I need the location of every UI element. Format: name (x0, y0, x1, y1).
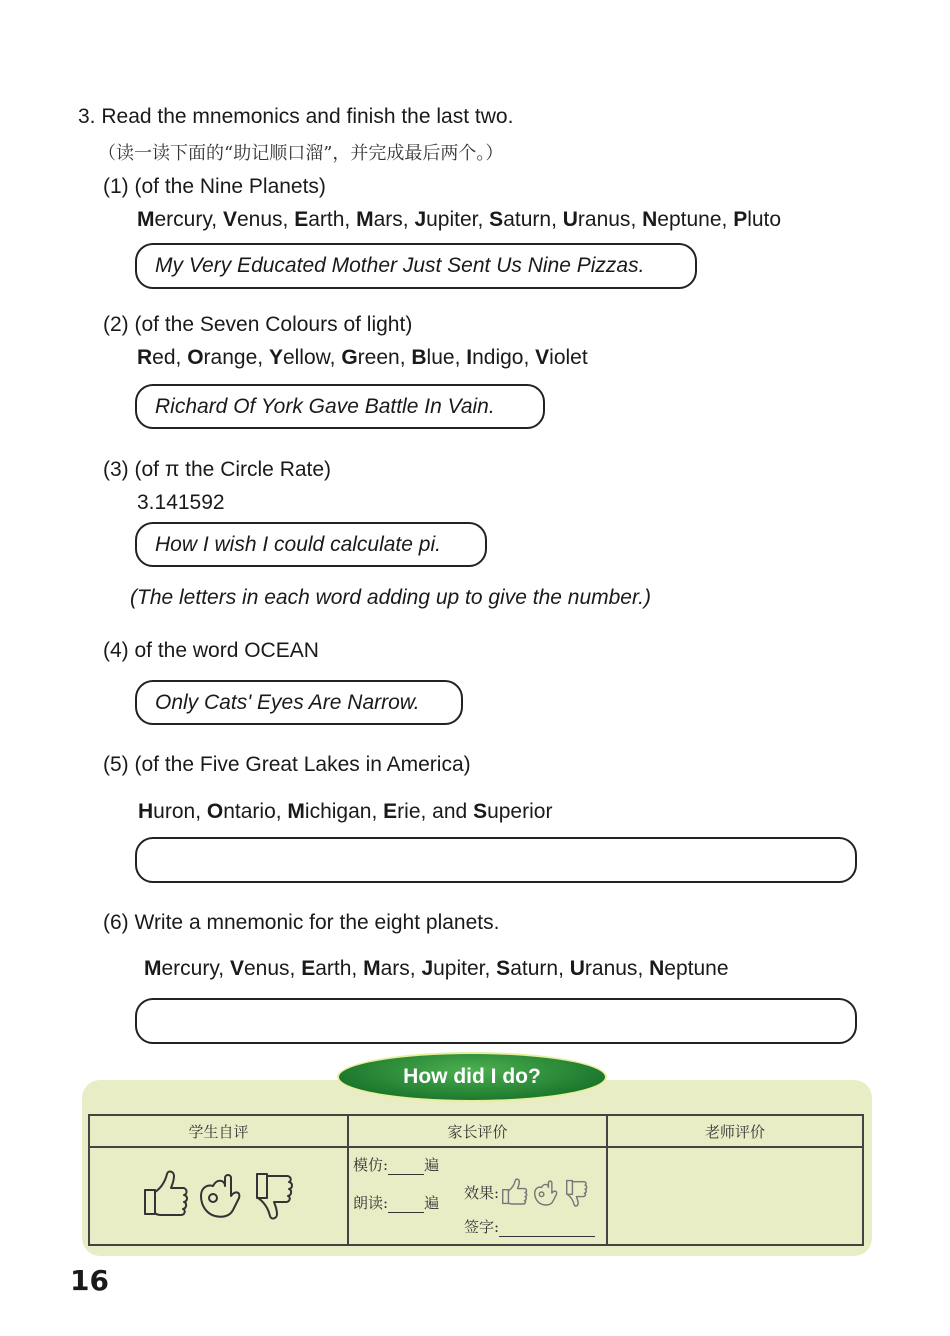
word-initial: U (562, 208, 578, 231)
mnemonic-word (383, 800, 420, 823)
word-initial: H (138, 800, 154, 823)
read-row (353, 1192, 439, 1213)
word-initial: M (137, 208, 155, 231)
word-initial: N (649, 957, 665, 980)
header-student: 学生自评 (89, 1115, 348, 1147)
word-initial: P (733, 208, 748, 231)
mnemonic-word (473, 800, 552, 823)
mnemonic-word (187, 346, 257, 369)
read-times: 遍 (424, 1194, 440, 1212)
item-6-heading: (6) Write a mnemonic for the eight planets. (103, 911, 500, 934)
mnemonic-word (356, 208, 403, 231)
word-initial: G (341, 346, 358, 369)
imitate-row (353, 1154, 439, 1175)
word-rest: lue (426, 346, 455, 369)
sign-label: 签字: (464, 1218, 500, 1236)
page-number: 16 (70, 1264, 109, 1297)
thumbs-rating-icon[interactable] (139, 1166, 299, 1222)
item-6-words: Mercury, Venus, Earth, Mars, Jupiter, Saturn, Uranus, Neptune (144, 957, 729, 980)
mnemonic-word (466, 346, 523, 369)
word-initial: Y (268, 346, 283, 369)
word-rest: uron (153, 800, 196, 823)
mnemonic-word (138, 800, 195, 823)
word-initial: E (301, 957, 316, 980)
word-rest: ercury (154, 208, 212, 231)
word-initial: J (414, 208, 427, 231)
evaluation-banner: How did I do? (337, 1052, 607, 1102)
student-cell (89, 1147, 348, 1245)
teacher-cell[interactable] (607, 1147, 863, 1245)
item-3-answer-box (135, 522, 487, 567)
mnemonic-word (649, 957, 728, 980)
item-4-heading: (4) of the word OCEAN (103, 639, 319, 662)
mnemonic-word (269, 346, 330, 369)
mnemonic-word (144, 957, 218, 980)
item-5-words: Huron, Ontario, Michigan, Erie, and Superior (138, 800, 553, 823)
mnemonic-word (414, 208, 477, 231)
item-2-heading: (2) (of the Seven Colours of light) (103, 313, 413, 336)
item-2-words: Red, Orange, Yellow, Green, Blue, Indigo, Violet (137, 346, 588, 369)
item-1-answer: My Very Educated Mother Just Sent Us Nine Pizzas. (155, 254, 645, 277)
read-blank[interactable] (388, 1198, 424, 1213)
item-2-answer-box (135, 384, 545, 429)
word-rest: aturn (503, 208, 552, 231)
word-rest: upiter (426, 208, 478, 231)
header-parent: 家长评价 (348, 1115, 607, 1147)
item-1-heading: (1) (of the Nine Planets) (103, 175, 326, 198)
evaluation-table (88, 1114, 864, 1246)
imitate-blank[interactable] (388, 1160, 424, 1175)
word-rest: ellow (282, 346, 330, 369)
mnemonic-word (496, 957, 558, 980)
item-5-heading: (5) (of the Five Great Lakes in America) (103, 753, 471, 776)
word-rest: aturn (510, 957, 559, 980)
word-initial: S (489, 208, 504, 231)
imitate-times: 遍 (424, 1156, 440, 1174)
word-rest: ranus (584, 957, 638, 980)
word-initial: R (137, 346, 153, 369)
mnemonic-word (563, 208, 631, 231)
word-rest: ntario (223, 800, 276, 823)
word-rest: range (203, 346, 258, 369)
mnemonic-word (570, 957, 638, 980)
word-rest: reen (357, 346, 400, 369)
item-3-number: 3.141592 (137, 491, 225, 514)
word-initial: V (222, 208, 237, 231)
word-rest: ercury (161, 957, 219, 980)
word-rest: enus (236, 208, 283, 231)
sign-row (464, 1216, 595, 1237)
mnemonic-word (137, 346, 176, 369)
word-initial: E (383, 800, 398, 823)
word-rest: uperior (487, 800, 553, 823)
word-initial: B (411, 346, 427, 369)
item-1-words: Mercury, Venus, Earth, Mars, Jupiter, Saturn, Uranus, Neptune, Pluto (137, 208, 782, 231)
mnemonic-word (411, 346, 454, 369)
read-label: 朗读: (353, 1194, 389, 1212)
mnemonic-word (294, 208, 344, 231)
word-initial: O (206, 800, 224, 823)
word-initial: V (535, 346, 550, 369)
mnemonic-word (137, 208, 211, 231)
word-rest: ndigo (472, 346, 524, 369)
question-subtitle: （读一读下面的“助记顺口溜”，并完成最后两个。） (98, 143, 504, 164)
item-3-answer: How I wish I could calculate pi. (155, 532, 441, 556)
word-initial: U (569, 957, 585, 980)
imitate-label: 模仿: (353, 1156, 389, 1174)
word-rest: ars (380, 957, 410, 980)
word-initial: I (466, 346, 473, 369)
effect-label: 效果: (464, 1183, 500, 1202)
item-1-answer-box (135, 243, 697, 289)
word-rest: eptune (657, 208, 722, 231)
mnemonic-word (489, 208, 551, 231)
item-4-answer: Only Cats' Eyes Are Narrow. (155, 690, 420, 714)
item-6-answer-box[interactable] (135, 998, 857, 1044)
mnemonic-word (535, 346, 588, 369)
mnemonic-word (421, 957, 484, 980)
word-initial: O (187, 346, 204, 369)
word-initial: M (144, 957, 162, 980)
sign-blank[interactable] (499, 1222, 595, 1237)
mnemonic-word (207, 800, 276, 823)
word-initial: M (363, 957, 381, 980)
mnemonic-word (301, 957, 351, 980)
parent-cell (348, 1147, 607, 1245)
word-initial: S (496, 957, 511, 980)
word-rest: eptune (664, 957, 729, 980)
word-initial: M (287, 800, 305, 823)
mnemonic-word (341, 346, 399, 369)
item-5-answer-box[interactable] (135, 837, 857, 883)
header-teacher: 老师评价 (607, 1115, 863, 1147)
word-rest: ed (152, 346, 176, 369)
mnemonic-word (287, 800, 371, 823)
word-initial: V (229, 957, 244, 980)
item-2-answer: Richard Of York Gave Battle In Vain. (155, 394, 495, 418)
word-rest: arth (308, 208, 345, 231)
word-rest: ranus (577, 208, 631, 231)
word-rest: rie (397, 800, 421, 823)
word-rest: upiter (433, 957, 485, 980)
word-rest: ichigan (304, 800, 372, 823)
effect-row (464, 1176, 591, 1208)
word-initial: S (473, 800, 488, 823)
word-rest: arth (315, 957, 352, 980)
word-rest: iolet (549, 346, 588, 369)
word-rest: enus (243, 957, 290, 980)
word-rest: luto (747, 208, 782, 231)
word-initial: N (642, 208, 658, 231)
item-3-heading: (3) (of π the Circle Rate) (103, 458, 332, 481)
item-4-answer-box (135, 680, 463, 725)
mnemonic-word (733, 208, 781, 231)
word-initial: M (356, 208, 374, 231)
mnemonic-word (363, 957, 410, 980)
mnemonic-word (642, 208, 721, 231)
mnemonic-word (230, 957, 290, 980)
item-3-note: (The letters in each word adding up to give the number.) (130, 586, 652, 609)
mnemonic-word (223, 208, 283, 231)
word-initial: E (294, 208, 309, 231)
word-rest: ars (373, 208, 403, 231)
word-initial: J (421, 957, 434, 980)
question-title: 3. Read the mnemonics and finish the last two. (78, 105, 514, 128)
effect-thumbs-icon[interactable] (499, 1176, 591, 1208)
